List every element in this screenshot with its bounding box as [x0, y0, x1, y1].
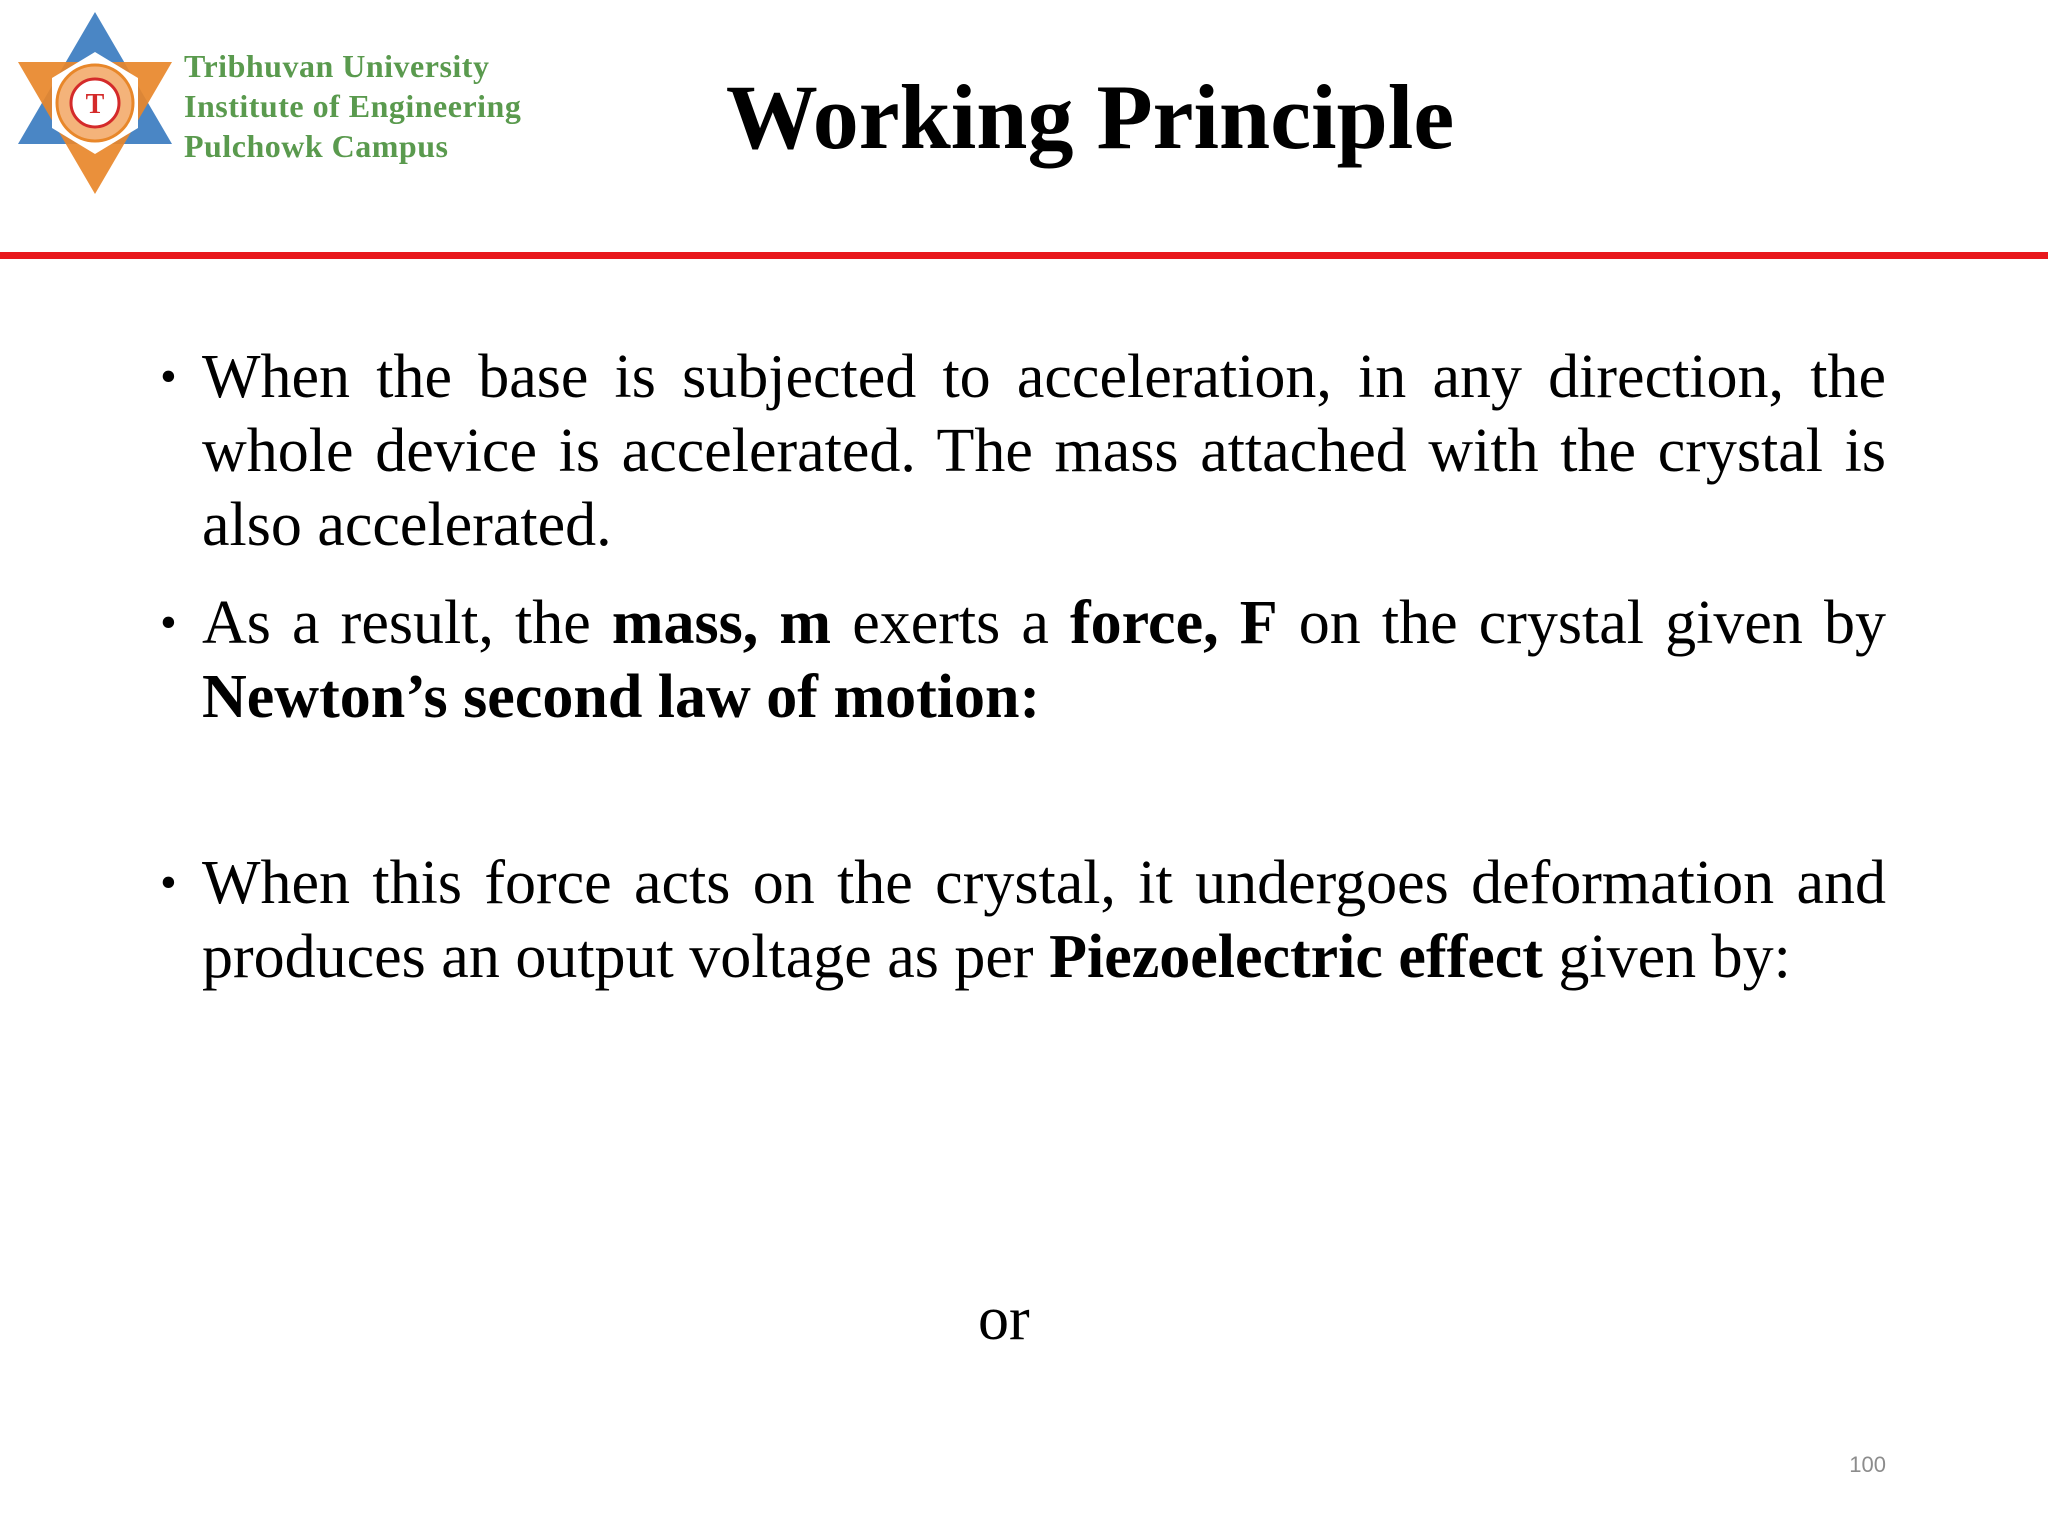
- bullet-text: As a result, the: [202, 589, 612, 657]
- bullet-item: [150, 586, 1886, 734]
- institution-logo: [10, 8, 610, 198]
- bullet-list: [150, 340, 1886, 994]
- tu-emblem-icon: [10, 8, 180, 198]
- title-divider: [0, 252, 2048, 259]
- logo-line-institute: Institute of Engineering: [184, 88, 522, 124]
- bullet-bold-term: Piezoelectric effect: [1049, 923, 1543, 991]
- bullet-bold-term: Newton’s second law of motion:: [202, 663, 1041, 731]
- bullet-dot-icon: •: [160, 856, 177, 909]
- or-connector: or: [978, 1285, 1030, 1353]
- logo-line-campus: Pulchowk Campus: [184, 128, 449, 164]
- slide-title: Working Principle: [725, 66, 1455, 168]
- logo-text: [184, 46, 521, 166]
- bullet-item: [150, 846, 1886, 994]
- bullet-dot-icon: •: [160, 350, 177, 403]
- bullet-text: on the crystal given by: [1277, 589, 1886, 657]
- bullet-text: exerts a: [831, 589, 1071, 657]
- bullet-text: When the base is subjected to acceleration, in any direction, the whole device is accelerated. The mass attached with the crystal is also accelerated.: [202, 343, 1886, 559]
- logo-line-university: Tribhuvan University: [184, 48, 490, 84]
- bullet-text: When this force acts on the crystal, it undergoes deformation and produces an output voltage as per: [202, 849, 1886, 991]
- bullet-item: [150, 340, 1886, 562]
- bullet-dot-icon: •: [160, 596, 177, 649]
- bullet-bold-term: force, F: [1070, 589, 1278, 657]
- svg-text:T: T: [85, 89, 105, 120]
- bullet-bold-term: mass, m: [611, 589, 832, 657]
- bullet-text: given by:: [1542, 923, 1791, 991]
- page-number: 100: [1849, 1452, 1886, 1477]
